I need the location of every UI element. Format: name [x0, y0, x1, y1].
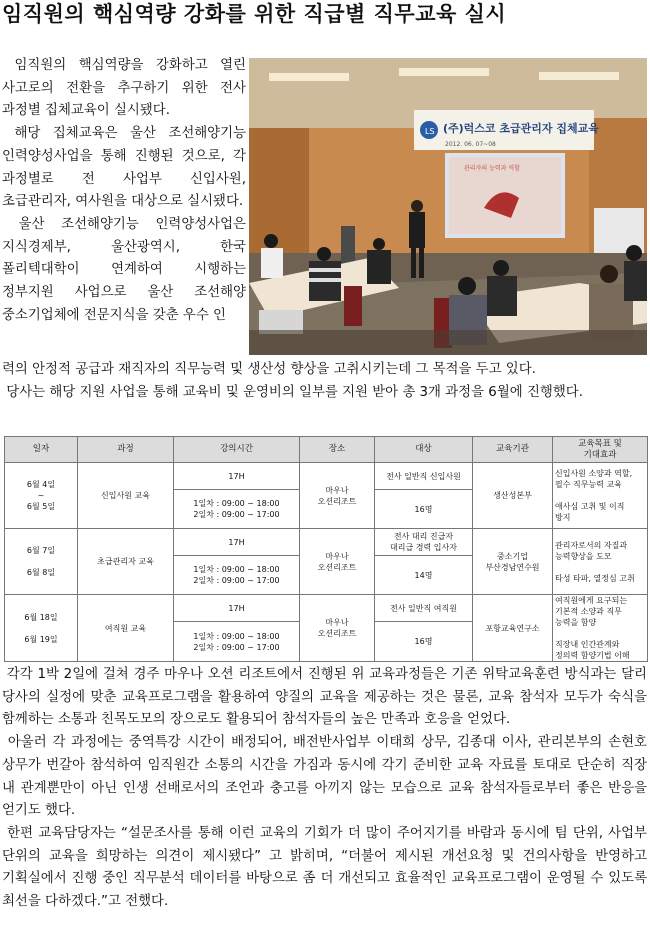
table-header-row — [5, 437, 648, 463]
cell-hours: 17H — [174, 595, 300, 622]
cell-hours: 17H — [174, 463, 300, 490]
banner-logo: LS — [425, 127, 435, 136]
paragraph-1 — [2, 55, 246, 123]
cell-goal: 신입사원 소양과 역할, 필수 직무능력 교육 애사심 고취 및 이직 방지 — [553, 463, 648, 529]
paragraph-7 — [2, 823, 647, 914]
screen-text: 관리자의 능력과 역할 — [464, 165, 520, 172]
cell-course: 여직원 교육 — [78, 595, 174, 662]
paragraph-3a-text: 울산 조선해양기능 인력양성사업은 지식경제부, 울산광역시, 한국 폴리텍대학이 연계하여 시행하는 정부지원 사업으로 울산 조선해양 중소기업체에 전문지식을 갖춘 우수 인 — [2, 216, 246, 323]
cell-org: 포항교육연구소 — [473, 595, 553, 662]
cell-target: 전사 일반직 신입사원 — [375, 463, 473, 490]
paragraph-5 — [2, 664, 647, 732]
cell-place: 마우나 오션리조트 — [300, 595, 375, 662]
paragraph-2 — [2, 123, 246, 214]
cell-count: 16명 — [375, 622, 473, 662]
cell-dates: 6월 18일 6월 19일 — [5, 595, 78, 662]
cell-target: 전사 일반직 여직원 — [375, 595, 473, 622]
course-schedule-table — [4, 436, 648, 662]
header-date: 일자 — [5, 437, 78, 463]
cell-times: 1일차 : 09:00 ~ 18:00 2일차 : 09:00 ~ 17:00 — [174, 556, 300, 595]
cell-count: 16명 — [375, 490, 473, 529]
paragraph-6 — [2, 732, 647, 823]
paragraph-2-text: 해당 집체교육은 울산 조선해양기능 인력양성사업을 통해 진행된 것으로, 각 과정별로 전 사업부 신입사원, 초급관리자, 여사원을 대상으로 실시됐다. — [2, 126, 246, 210]
paragraph-3b: 력의 안정적 공급과 재직자의 직무능력 및 생산성 향상을 고취시키는데 그 목적을 두고 있다. — [2, 362, 536, 377]
paragraph-7-text: 한편 교육담당자는 “설문조사를 통해 이런 교육의 기회가 더 많이 주어지기를 바람과 동시에 팀 단위, 사업부 단위의 교육을 희망하는 의견이 제시됐다” 고 밝히며, “더불어 제시된 개선요청 및 건의사항을 반영하고 기획실에서 진행 중인 직무분석 데이터를 바탕으로 좀 더 개선되고 효율적인 교육프로그램이 운영될 수 있도록 최선을 다하겠다.”고 전했다. — [2, 825, 647, 910]
seminar-photo — [249, 58, 647, 355]
paragraph-1-text: 임직원의 핵심역량을 강화하고 열린 사고로의 전환을 추구하기 위한 전사 과정별 집체교육이 실시됐다. — [2, 58, 246, 119]
cell-org: 생산성본부 — [473, 463, 553, 529]
cell-place: 마우나 오션리조트 — [300, 529, 375, 595]
paragraph-4 — [2, 382, 647, 405]
header-org: 교육기관 — [473, 437, 553, 463]
cell-times: 1일차 : 09:00 ~ 18:00 2일차 : 09:00 ~ 17:00 — [174, 622, 300, 662]
article-paragraph-continued — [2, 359, 647, 404]
header-hours: 강의시간 — [174, 437, 300, 463]
article-paragraph — [2, 55, 246, 327]
article-title: 임직원의 핵심역량 강화를 위한 직급별 직무교육 실시 — [2, 2, 507, 26]
table-row — [5, 529, 648, 556]
paragraph-5-text: 각각 1박 2일에 걸쳐 경주 마우나 오션 리조트에서 진행된 위 교육과정들은 기존 위탁교육훈련 방식과는 달리 당사의 실정에 맞춘 교육프로그램을 활용하여 양질의 교육을 제공하는 것은 물론, 교육 참석자 모두가 숙식을 함께하는 소통과 친목도모의 장으로도 활용되어 참석자들의 높은 만족과 호응을 얻었다. — [2, 667, 647, 728]
header-course: 과정 — [78, 437, 174, 463]
cell-times: 1일차 : 09:00 ~ 18:00 2일차 : 09:00 ~ 17:00 — [174, 490, 300, 529]
header-goal: 교육목표 및 기대효과 — [553, 437, 648, 463]
paragraph-4-text: 당사는 해당 지원 사업을 통해 교육비 및 운영비의 일부를 지원 받아 총 3개 과정을 6월에 진행했다. — [6, 384, 583, 400]
cell-dates: 6월 4일 ~ 6월 5일 — [5, 463, 78, 529]
cell-target: 전사 대리 진급자 대리급 경력 입사자 — [375, 529, 473, 556]
cell-org: 중소기업 부산경남연수원 — [473, 529, 553, 595]
header-target: 대상 — [375, 437, 473, 463]
cell-course: 초급관리자 교육 — [78, 529, 174, 595]
cell-count: 14명 — [375, 556, 473, 595]
cell-course: 신입사원 교육 — [78, 463, 174, 529]
header-place: 장소 — [300, 437, 375, 463]
article-body-bottom — [2, 664, 647, 914]
cell-goal: 관리자로서의 자질과 능력향상을 도모 타성 타파, 열정심 고취 — [553, 529, 648, 595]
cell-dates: 6월 7일 6월 8일 — [5, 529, 78, 595]
cell-place: 마우나 오션리조트 — [300, 463, 375, 529]
table-row — [5, 463, 648, 490]
banner-subtext: 2012. 06. 07~08 — [445, 141, 496, 148]
cell-hours: 17H — [174, 529, 300, 556]
cell-goal: 여직원에게 요구되는 기본적 소양과 직무 능력을 함양 직장내 인간관계와 정의력 함양기법 이해 — [553, 595, 648, 662]
paragraph-3a — [2, 214, 246, 328]
table-row — [5, 595, 648, 622]
banner-text: (주)럭스코 초급관리자 집체교육 — [443, 122, 599, 135]
paragraph-6-text: 아울러 각 과정에는 중역특강 시간이 배정되어, 배전반사업부 이태희 상무, 김종대 이사, 관리본부의 손현호 상무가 번갈아 참석하여 임직원간 소통의 시간을 가짐과 동시에 각기 준비한 교육 자료를 토대로 단순히 직장 내 관계뿐만이 아닌 인생 선배로서의 조언과 충고를 아끼지 않는 모습으로 교육 참석자들로부터 좋은 반응을 얻기도 했다. — [2, 735, 647, 819]
